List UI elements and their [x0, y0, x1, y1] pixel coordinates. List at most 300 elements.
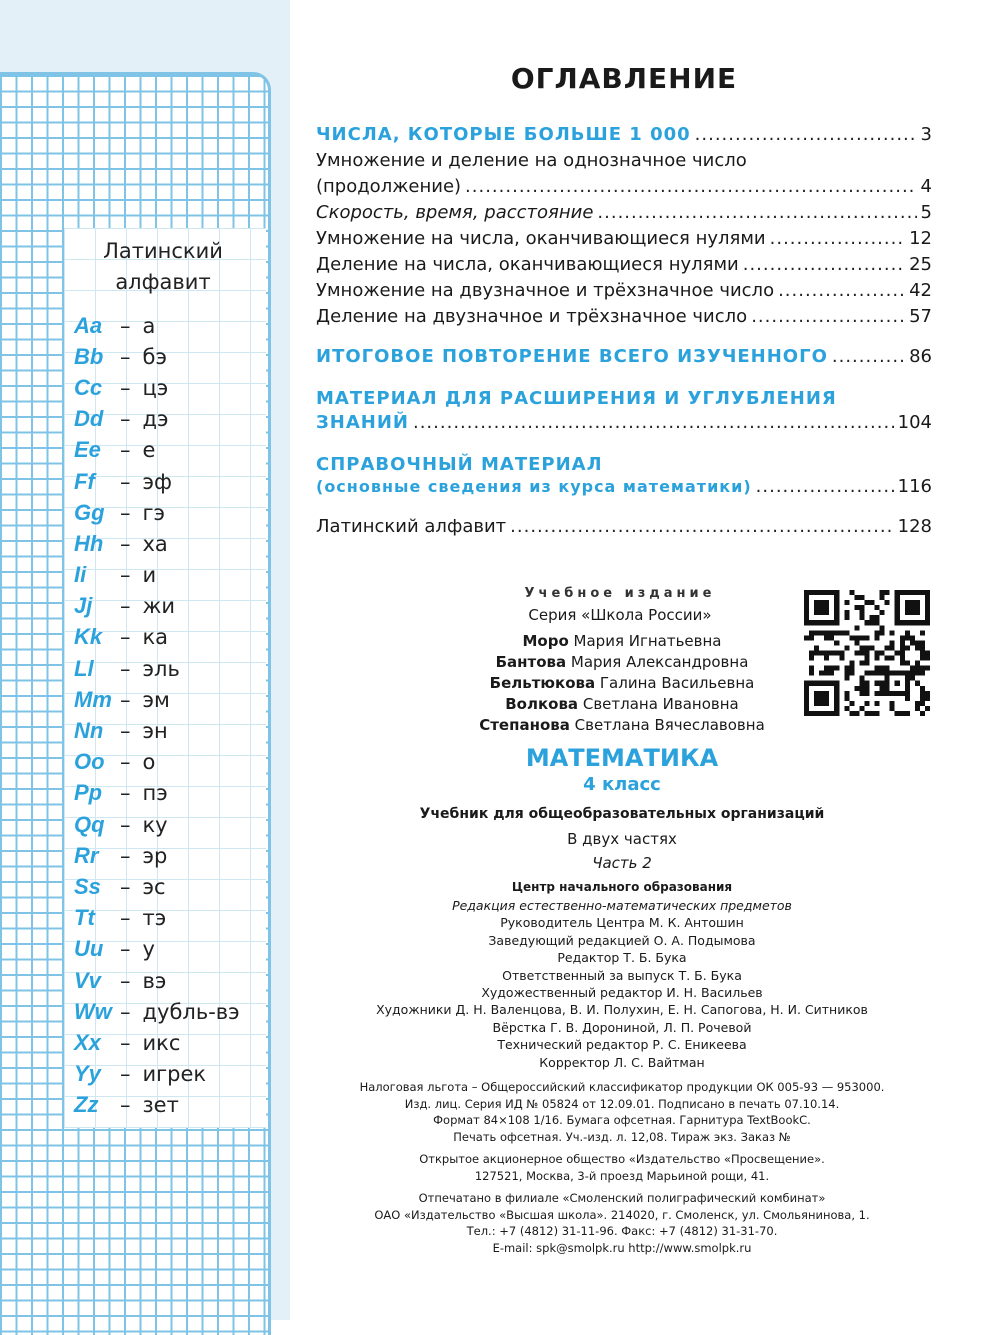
credit-line: Художники Д. Н. Валенцова, В. И. Полухин, Е. Н. Сапогова, Н. И. Ситников [376, 1002, 868, 1018]
qr-module [814, 600, 829, 615]
toc-item[interactable] [316, 254, 932, 275]
toc-item-label: Латинский алфавит [316, 516, 507, 537]
toc-page: 128 [897, 516, 932, 537]
toc-section-label: ЗНАНИЙ [316, 412, 409, 433]
qr-module [920, 650, 925, 655]
qr-module [849, 711, 854, 716]
toc-item-label: Умножение на двузначное и трёхзначное число [316, 280, 775, 301]
qr-module [864, 681, 869, 686]
qr-module [900, 640, 905, 645]
center-label: Центр начального образования [511, 880, 733, 894]
qr-module [859, 635, 864, 640]
qr-module [880, 666, 885, 671]
qr-module [920, 691, 925, 696]
qr-module [880, 671, 885, 676]
alphabet-latin-letter: Xx [74, 1029, 101, 1055]
alphabet-latin-letter: Kk [74, 624, 103, 650]
toc-leader [597, 202, 916, 223]
author-line [420, 674, 824, 692]
qr-module [844, 676, 849, 681]
alphabet-dash: – [120, 999, 131, 1024]
alphabet-dash: – [120, 781, 131, 806]
credit-line: Корректор Л. С. Вайтман [539, 1054, 705, 1070]
qr-module [814, 645, 819, 650]
qr-module [849, 661, 854, 666]
print-info-line: Формат 84×108 1/16. Бумага офсетная. Гарнитура TextBookC. [433, 1113, 811, 1127]
qr-module [885, 656, 890, 661]
credit-line: Редактор Т. Б. Бука [557, 950, 687, 966]
qr-module [864, 691, 869, 696]
qr-module [859, 676, 864, 681]
qr-module [814, 650, 819, 655]
alphabet-row [74, 341, 264, 372]
qr-module [849, 666, 854, 671]
qr-module [915, 666, 920, 671]
qr-module [809, 630, 814, 635]
qr-module [900, 635, 905, 640]
qr-module [829, 635, 834, 640]
author-given-name: Галина Васильевна [599, 674, 755, 692]
author-line [420, 695, 824, 713]
qr-module [925, 696, 930, 701]
qr-module [864, 701, 869, 706]
qr-module [910, 676, 915, 681]
qr-module [915, 671, 920, 676]
qr-module [915, 706, 920, 711]
alphabet-row [74, 996, 264, 1027]
alphabet-row [74, 934, 264, 965]
qr-module [809, 666, 814, 671]
toc-item-line: Умножение и деление на однозначное число [316, 150, 747, 171]
qr-module [829, 630, 834, 635]
qr-module [854, 595, 859, 600]
alphabet-dash: – [120, 438, 131, 463]
qr-module [920, 696, 925, 701]
qr-module [915, 645, 920, 650]
alphabet-dash: – [120, 563, 131, 588]
alphabet-list [74, 310, 264, 1121]
qr-module [859, 691, 864, 696]
printer-line: Отпечатано в филиале «Смоленский полиграфический комбинат» [418, 1191, 826, 1205]
toc-leader [756, 476, 894, 497]
qr-module [905, 630, 910, 635]
toc-page: 4 [920, 176, 932, 197]
qr-module [824, 671, 829, 676]
alphabet-letter-name: дэ [142, 407, 169, 432]
alphabet-letter-name: дубль-вэ [142, 999, 240, 1024]
qr-module [890, 630, 895, 635]
qr-module [870, 645, 875, 650]
alphabet-latin-letter: Vv [74, 967, 101, 993]
print-info-line: Налоговая льгота – Общероссийский классификатор продукции ОК 005-93 — 953000. [359, 1080, 885, 1094]
alphabet-letter-name: ха [142, 531, 168, 556]
qr-module [875, 701, 880, 706]
qr-module [814, 691, 829, 706]
qr-module [859, 706, 864, 711]
alphabet-latin-letter: Nn [74, 718, 104, 744]
qr-module [819, 650, 824, 655]
qr-module [859, 661, 864, 666]
book-title: МАТЕМАТИКА [525, 744, 719, 772]
alphabet-letter-name: бэ [142, 344, 167, 369]
alphabet-row [74, 903, 264, 934]
qr-module [900, 711, 905, 716]
qr-module [905, 600, 920, 615]
alphabet-row [74, 497, 264, 528]
alphabet-letter-name: и [142, 563, 157, 588]
qr-module [880, 595, 885, 600]
alphabet-row [74, 404, 264, 435]
toc-section-line: СПРАВОЧНЫЙ МАТЕРИАЛ [316, 454, 603, 475]
qr-module [859, 615, 864, 620]
qr-module [864, 620, 869, 625]
toc-item-label: Деление на двузначное и трёхзначное число [316, 306, 748, 327]
alphabet-letter-name: ку [142, 812, 168, 837]
qr-module [834, 650, 839, 655]
author-surname: Степанова [479, 716, 570, 734]
publisher-line: Открытое акционерное общество «Издательство «Просвещение». [419, 1152, 825, 1166]
alphabet-dash: – [120, 625, 131, 650]
alphabet-title-line2: алфавит [115, 270, 211, 294]
qr-module [864, 656, 869, 661]
toc-item[interactable] [316, 280, 932, 301]
toc-item[interactable] [316, 176, 932, 197]
toc-item-label: Деление на числа, оканчивающиеся нулями [316, 254, 739, 275]
qr-module [915, 701, 920, 706]
alphabet-title-line1: Латинский [103, 239, 223, 263]
qr-module [875, 681, 880, 686]
alphabet-latin-letter: Pp [74, 780, 103, 806]
qr-module [900, 645, 905, 650]
toc-section-numbers[interactable] [316, 124, 932, 145]
toc-page: 116 [897, 476, 932, 497]
qr-module [870, 620, 875, 625]
qr-module [814, 630, 819, 635]
credit-line: Художественный редактор И. Н. Васильев [481, 985, 763, 1000]
alphabet-row [74, 435, 264, 466]
alphabet-dash: – [120, 874, 131, 899]
publisher-line: 127521, Москва, 3-й проезд Марьиной рощи, 41. [474, 1168, 770, 1183]
alphabet-latin-letter: Ee [74, 437, 101, 463]
qr-module [920, 640, 925, 645]
alphabet-letter-name: о [142, 750, 156, 775]
alphabet-letter-name: эр [142, 843, 168, 868]
qr-module [910, 640, 915, 645]
qr-module [844, 600, 849, 605]
credit-line: Вёрстка Г. В. Дорониной, Л. П. Рочевой [492, 1019, 752, 1035]
author-line [420, 632, 824, 650]
alphabet-letter-name: эн [142, 719, 168, 744]
qr-module [854, 650, 859, 655]
qr-module [880, 650, 885, 655]
alphabet-latin-letter: Ii [74, 562, 87, 588]
alphabet-row [74, 809, 264, 840]
toc-page: 5 [920, 202, 932, 223]
qr-module [890, 640, 895, 645]
alphabet-dash: – [120, 344, 131, 369]
qr-module [915, 640, 920, 645]
qr-module [859, 595, 864, 600]
alphabet-letter-name: пэ [142, 781, 168, 806]
alphabet-letter-name: эль [142, 656, 180, 681]
alphabet-letter-name: зет [142, 1093, 179, 1118]
qr-module [875, 671, 880, 676]
qr-module [854, 640, 859, 645]
qr-module [875, 711, 880, 716]
qr-module [824, 656, 829, 661]
qr-module [895, 711, 900, 716]
qr-module [844, 691, 849, 696]
alphabet-latin-letter: Mm [74, 686, 112, 712]
qr-module [859, 605, 864, 610]
credit-line: Руководитель Центра М. К. Антошин [500, 915, 744, 931]
qr-module [844, 645, 849, 650]
qr-module [824, 630, 829, 635]
alphabet-dash: – [120, 594, 131, 619]
qr-module [854, 605, 859, 610]
alphabet-letter-name: игрек [142, 1062, 207, 1087]
alphabet-letter-name: жи [142, 594, 176, 619]
qr-module [854, 625, 859, 630]
toc-section-extension[interactable] [316, 412, 932, 433]
credit-line: Ответственный за выпуск Т. Б. Бука [502, 967, 742, 983]
toc-item-latin[interactable] [316, 516, 932, 537]
author-given-name: Светлана Вячеславовна [574, 716, 765, 734]
alphabet-row [74, 591, 264, 622]
qr-module [880, 590, 885, 595]
alphabet-dash: – [120, 843, 131, 868]
qr-module [864, 635, 869, 640]
qr-module [834, 640, 839, 645]
alphabet-latin-letter: Gg [74, 499, 105, 525]
alphabet-latin-letter: Zz [74, 1092, 99, 1118]
alphabet-row [74, 684, 264, 715]
print-info-line: Печать офсетная. Уч.-изд. л. 12,08. Тираж экз. Заказ № [453, 1129, 791, 1144]
alphabet-letter-name: вэ [142, 968, 167, 993]
qr-module [895, 681, 900, 686]
qr-module [844, 610, 849, 615]
author-given-name: Мария Игнатьевна [573, 632, 722, 650]
author-surname: Бантова [495, 653, 567, 671]
toc-section-reference[interactable] [316, 476, 932, 497]
qr-module [875, 605, 880, 610]
edition-label: Учебное издание [524, 586, 716, 601]
alphabet-row [74, 1059, 264, 1090]
qr-module [920, 701, 925, 706]
qr-module [809, 635, 814, 640]
alphabet-latin-letter: Jj [74, 593, 93, 619]
qr-module [859, 610, 864, 615]
printer-line: E-mail: spk@smolpk.ru http://www.smolpk.ru [492, 1240, 752, 1255]
alphabet-row [74, 466, 264, 497]
toc-item-label: (продолжение) [316, 176, 462, 197]
qr-module [920, 671, 925, 676]
alphabet-dash: – [120, 531, 131, 556]
qr-module [834, 630, 839, 635]
alphabet-dash: – [120, 313, 131, 338]
alphabet-letter-name: эм [142, 687, 170, 712]
qr-module [920, 686, 925, 691]
qr-module [854, 635, 859, 640]
toc-item[interactable] [316, 202, 932, 223]
qr-module [915, 661, 920, 666]
alphabet-latin-letter: Rr [74, 842, 99, 868]
toc-page: 3 [920, 124, 932, 145]
qr-module [885, 645, 890, 650]
toc-section-label: ЧИСЛА, КОТОРЫЕ БОЛЬШЕ 1 000 [316, 124, 691, 145]
alphabet-letter-name: цэ [142, 375, 169, 400]
alphabet-dash: – [120, 968, 131, 993]
alphabet-latin-letter: Dd [74, 406, 104, 432]
qr-module [834, 666, 839, 671]
toc-section-line: МАТЕРИАЛ ДЛЯ РАСШИРЕНИЯ И УГЛУБЛЕНИЯ [316, 388, 837, 409]
toc-page: 12 [909, 228, 932, 249]
alphabet-letter-name: а [142, 313, 156, 338]
alphabet-latin-letter: Uu [74, 936, 104, 962]
qr-module [819, 671, 824, 676]
alphabet-row [74, 1027, 264, 1058]
qr-module [849, 635, 854, 640]
alphabet-row [74, 840, 264, 871]
alphabet-row [74, 778, 264, 809]
alphabet-dash: – [120, 500, 131, 525]
toc-page: 104 [897, 412, 932, 433]
qr-module [864, 600, 869, 605]
alphabet-dash: – [120, 906, 131, 931]
qr-module [910, 635, 915, 640]
alphabet-row [74, 715, 264, 746]
alphabet-dash: – [120, 375, 131, 400]
qr-module [875, 666, 880, 671]
qr-module [880, 686, 885, 691]
alphabet-row [74, 528, 264, 559]
qr-module [905, 645, 910, 650]
toc-leader [751, 306, 905, 327]
toc-title: ОГЛАВЛЕНИЕ [510, 62, 738, 95]
qr-module [920, 645, 925, 650]
qr-module [910, 671, 915, 676]
qr-module [895, 650, 900, 655]
toc-page: 57 [909, 306, 932, 327]
toc-leader [778, 280, 905, 301]
alphabet-dash: – [120, 656, 131, 681]
alphabet-latin-letter: Hh [74, 530, 104, 556]
qr-module [864, 661, 869, 666]
qr-module [875, 691, 880, 696]
qr-module [905, 635, 910, 640]
toc-item-label: Умножение на числа, оканчивающиеся нулями [316, 228, 766, 249]
alphabet-letter-name: ка [142, 625, 169, 650]
alphabet-latin-letter: Ww [74, 998, 112, 1024]
toc-section-label: ИТОГОВОЕ ПОВТОРЕНИЕ ВСЕГО ИЗУЧЕННОГО [316, 346, 828, 367]
qr-module [925, 650, 930, 655]
toc-leader [413, 412, 894, 433]
toc-leader [832, 346, 905, 367]
toc-page: 86 [909, 346, 932, 367]
author-surname: Моро [522, 632, 569, 650]
qr-module [905, 661, 910, 666]
alphabet-row [74, 653, 264, 684]
alphabet-latin-letter: Tt [74, 905, 95, 931]
qr-module [839, 650, 844, 655]
alphabet-latin-letter: Yy [74, 1061, 101, 1087]
qr-module [905, 696, 910, 701]
toc-section-review[interactable] [316, 346, 932, 367]
alphabet-letter-name: эф [142, 469, 172, 494]
qr-module [864, 650, 869, 655]
qr-module [890, 645, 895, 650]
alphabet-letter-name: тэ [142, 906, 167, 931]
qr-module [829, 650, 834, 655]
qr-module [824, 650, 829, 655]
alphabet-dash: – [120, 812, 131, 837]
alphabet-dash: – [120, 1062, 131, 1087]
alphabet-row [74, 965, 264, 996]
alphabet-dash: – [120, 469, 131, 494]
toc-item[interactable] [316, 306, 932, 327]
toc-item[interactable] [316, 228, 932, 249]
alphabet-latin-letter: Bb [74, 343, 104, 369]
qr-module [819, 630, 824, 635]
alphabet-row [74, 747, 264, 778]
alphabet-latin-letter: Cc [74, 374, 103, 400]
qr-module [849, 671, 854, 676]
qr-module [829, 666, 834, 671]
qr-module [809, 650, 814, 655]
qr-module [885, 666, 890, 671]
qr-module [844, 615, 849, 620]
qr-module [829, 671, 834, 676]
qr-module [880, 681, 885, 686]
qr-module [844, 706, 849, 711]
qr-module [875, 635, 880, 640]
qr-module [885, 600, 890, 605]
qr-module [885, 590, 890, 595]
qr-module [875, 630, 880, 635]
qr-module [900, 656, 905, 661]
qr-module [839, 656, 844, 661]
qr-module [870, 615, 875, 620]
qr-module [880, 610, 885, 615]
qr-module [824, 666, 829, 671]
qr-module [925, 706, 930, 711]
qr-module [915, 681, 920, 686]
printer-line: Тел.: +7 (4812) 31-11-96. Факс: +7 (4812) 31-31-70. [466, 1224, 778, 1238]
toc-section-label: (основные сведения из курса математики) [316, 477, 752, 496]
qr-module [880, 625, 885, 630]
qr-module [844, 666, 849, 671]
qr-module [920, 711, 925, 716]
qr-module [910, 666, 915, 671]
qr-module [839, 630, 844, 635]
qr-module [890, 706, 895, 711]
qr-module [859, 681, 864, 686]
qr-code [804, 590, 930, 716]
author-given-name: Светлана Ивановна [582, 695, 739, 713]
alphabet-title [70, 236, 256, 298]
qr-module [870, 711, 875, 716]
toc-leader [510, 516, 893, 537]
qr-module [875, 650, 880, 655]
alphabet-dash: – [120, 750, 131, 775]
qr-module [920, 656, 925, 661]
grade-label: 4 класс [583, 774, 661, 795]
alphabet-letter-name: у [142, 937, 155, 962]
qr-module [925, 666, 930, 671]
qr-module [849, 590, 854, 595]
alphabet-row [74, 1090, 264, 1121]
toc-leader [770, 228, 905, 249]
